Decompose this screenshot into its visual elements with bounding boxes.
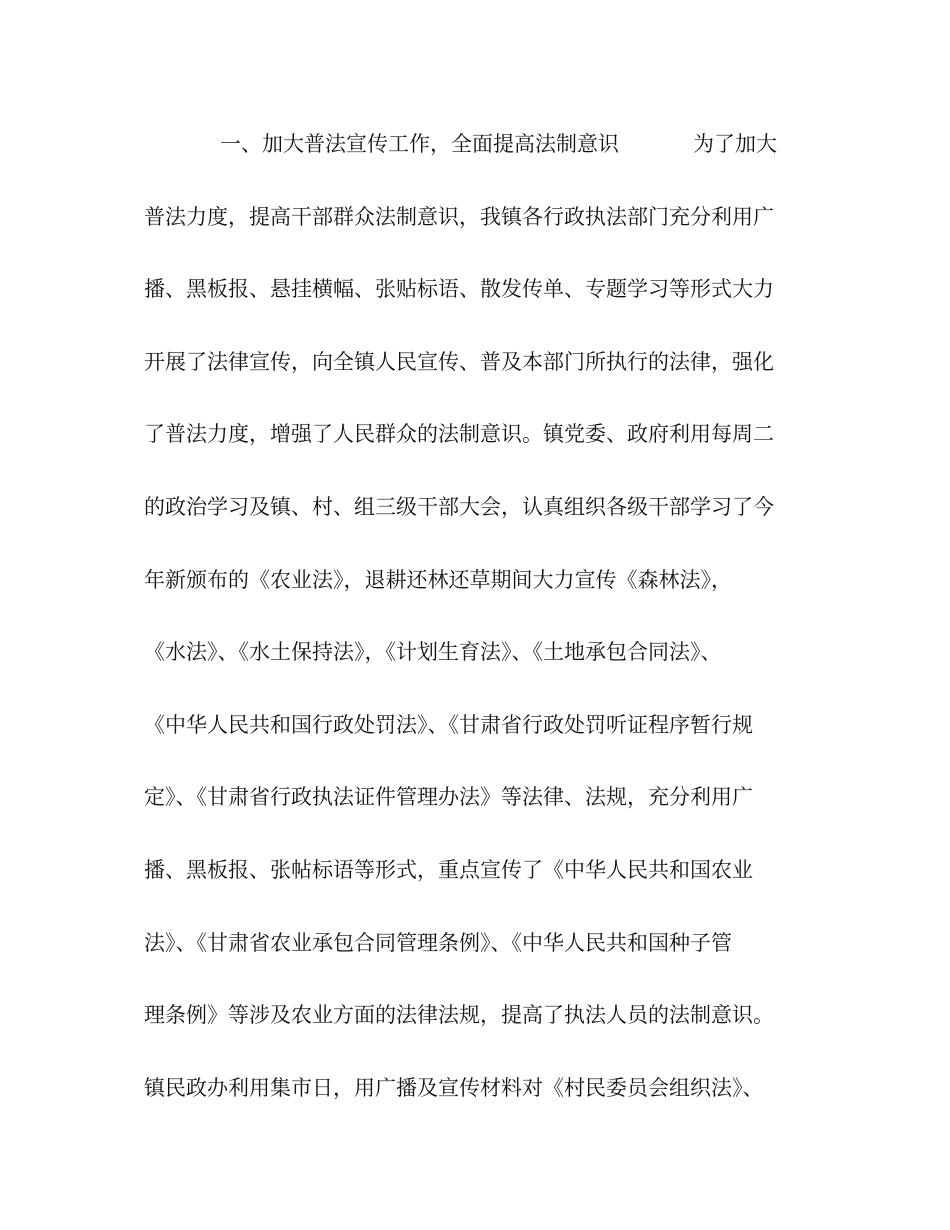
paragraph-line-6: 的政治学习及镇、村、组三级干部大会，认真组织各级干部学习了今 xyxy=(144,494,774,519)
paragraph-line-12: 法》、《甘肃省农业承包合同管理条例》、《中华人民共和国种子管 xyxy=(144,930,732,955)
paragraph-line-2: 普法力度，提高干部群众法制意识，我镇各行政执法部门充分利用广 xyxy=(144,204,774,229)
paragraph-line-4: 开展了法律宣传，向全镇人民宣传、普及本部门所执行的法律，强化 xyxy=(144,349,774,374)
paragraph-line-7: 年新颁布的《农业法》，退耕还林还草期间大力宣传《森林法》， xyxy=(144,567,732,592)
paragraph-line-14: 镇民政办利用集市日，用广播及宣传材料对《村民委员会组织法》、 xyxy=(144,1075,764,1100)
paragraph-line-5: 了普法力度，增强了人民群众的法制意识。镇党委、政府利用每周二 xyxy=(144,422,774,447)
body-text xyxy=(144,126,824,1142)
paragraph-line-10: 定》、《甘肃省行政执法证件管理办法》等法律、法规，充分利用广 xyxy=(144,785,753,810)
paragraph-line-11: 播、黑板报、张帖标语等形式，重点宣传了《中华人民共和国农业 xyxy=(144,857,753,882)
paragraph-line-1-text: 为了加大 xyxy=(693,132,777,156)
paragraph-line-3: 播、黑板报、悬挂横幅、张贴标语、散发传单、专题学习等形式大力 xyxy=(144,277,774,302)
paragraph-line-8: 《水法》、《水土保持法》，《计划生育法》、《土地承包合同法》、 xyxy=(144,640,722,665)
section-heading: 一、加大普法宣传工作，全面提高法制意识 xyxy=(220,132,619,156)
paragraph-line-1 xyxy=(144,126,824,199)
paragraph-line-9: 《中华人民共和国行政处罚法》、《甘肃省行政处罚听证程序暂行规 xyxy=(144,712,753,737)
paragraph-line-13: 理条例》等涉及农业方面的法律法规，提高了执法人员的法制意识。 xyxy=(144,1003,774,1028)
